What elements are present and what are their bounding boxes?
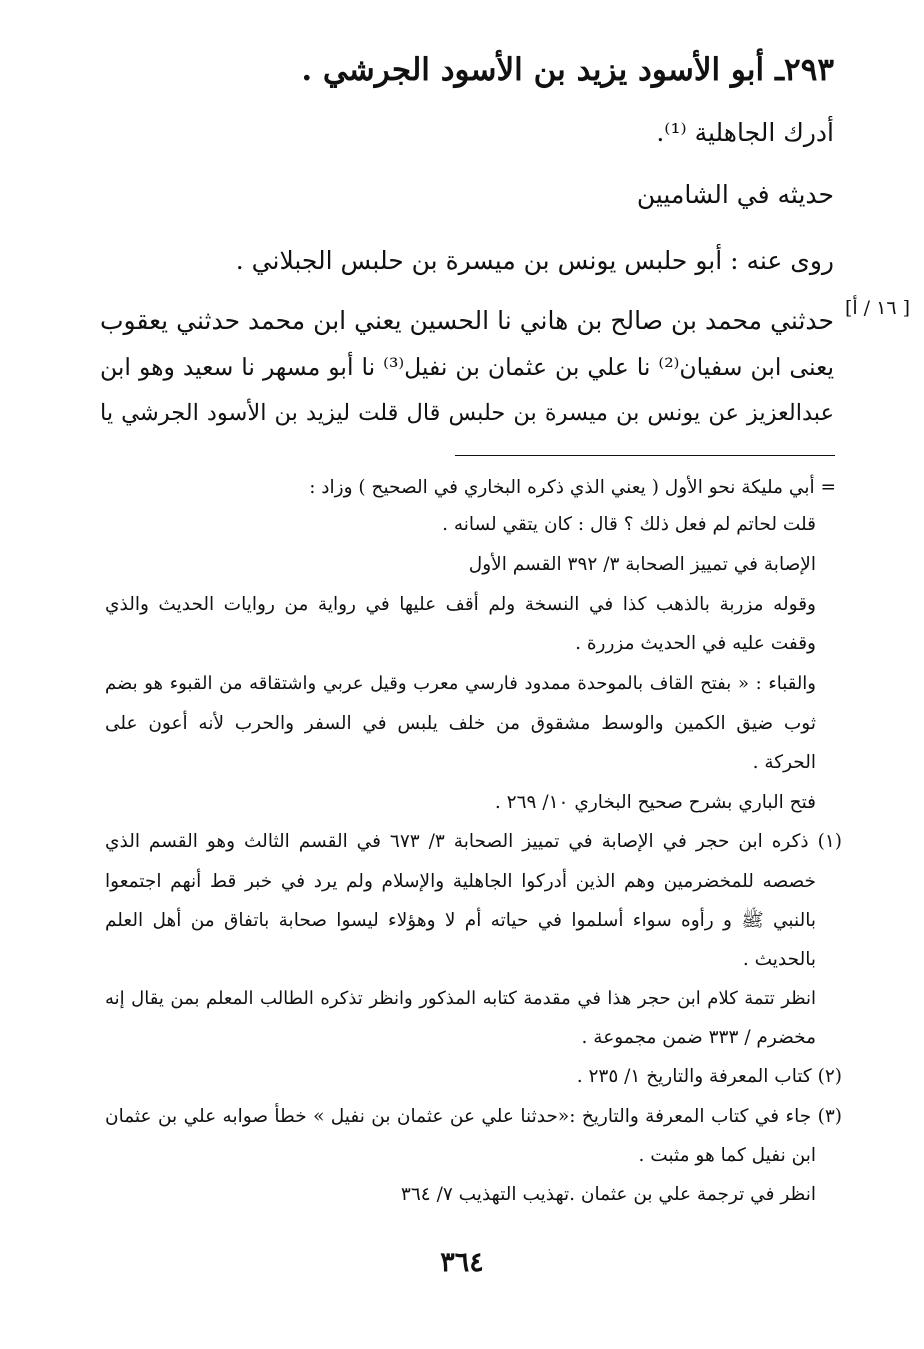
footnote-line: مخضرم / ٣٣٣ ضمن مجموعة . bbox=[581, 1027, 816, 1048]
footnote-line: = أبي مليكة نحو الأول ( يعني الذي ذكره البخاري في الصحيح ) وزاد : bbox=[309, 477, 836, 498]
footnote-line: الإصابة في تمييز الصحابة ٣/ ٣٩٢ القسم الأول bbox=[468, 554, 816, 575]
footnote-line: فتح الباري بشرح صحيح البخاري ١٠/ ٢٦٩ . bbox=[494, 792, 816, 813]
footnote-line: انظر في ترجمة علي بن عثمان .تهذيب التهذيب ٧/ ٣٦٤ bbox=[400, 1184, 816, 1205]
footnote-line: قلت لحاتم لم فعل ذلك ؟ قال : كان يتقي لسانه . bbox=[442, 514, 816, 535]
footnote-2: (٢) كتاب المعرفة والتاريخ ١/ ٢٣٥ . bbox=[576, 1066, 842, 1087]
footnote-line: ابن نفيل كما هو مثبت . bbox=[638, 1145, 816, 1166]
entry-title: ٢٩٣ـ أبو الأسود يزيد بن الأسود الجرشي . bbox=[301, 52, 834, 88]
footnote-line: وقفت عليه في الحديث مزررة . bbox=[575, 633, 816, 654]
paragraph-line: يعنى ابن سفيان⁽²⁾ نا علي بن عثمان بن نفيل⁽³⁾ نا أبو مسهر نا سعيد وهو ابن bbox=[100, 353, 834, 381]
paragraph-line: حدثني محمد بن صالح بن هاني نا الحسين يعني ابن محمد حدثني يعقوب bbox=[100, 306, 834, 335]
footnote-divider bbox=[455, 455, 835, 456]
footnote-line: والقباء : « بفتح القاف بالموحدة ممدود فارسي معرب وقيل عربي واشتقاقه من القبوء هو بضم bbox=[105, 673, 816, 694]
text-line: روى عنه : أبو حلبس يونس بن ميسرة بن حلبس الجبلاني . bbox=[235, 246, 834, 275]
paragraph-line: عبدالعزيز عن يونس بن ميسرة بن حلبس قال قلت ليزيد بن الأسود الجرشي يا bbox=[100, 400, 834, 426]
footnote-line: الحركة . bbox=[752, 752, 816, 773]
footnote-line: بالحديث . bbox=[742, 949, 816, 970]
text-line: حديثه في الشاميين bbox=[636, 180, 834, 209]
footnote-line: بالنبي ﷺ و رأوه سواء أسلموا في حياته أم لا وهؤلاء ليسوا صحابة باتفاق من أهل العلم bbox=[105, 910, 816, 931]
footnote-line: ثوب ضيق الكمين والوسط مشقوق من خلف يلبس في السفر والحرب لأنه أعون على bbox=[105, 713, 816, 734]
footnote-3: (٣) جاء في كتاب المعرفة والتاريخ :«حدثنا علي عن عثمان بن نفيل » خطأ صوابه علي بن عثمان bbox=[105, 1106, 842, 1127]
footnote-line: وقوله مزربة بالذهب كذا في النسخة ولم أقف عليها في رواية من روايات الحديث والذي bbox=[105, 594, 816, 615]
page-number: ٣٦٤ bbox=[440, 1247, 484, 1278]
margin-folio-reference: [ ١٦ / أ] bbox=[844, 297, 910, 319]
footnote-line: خصصه للمخضرمين وهم الذين أدركوا الجاهلية والإسلام ولم يرد في خبر قط أنهم اجتمعوا bbox=[105, 871, 816, 892]
footnote-1: (١) ذكره ابن حجر في الإصابة في تمييز الصحابة ٣/ ٦٧٣ في القسم الثالث وهو القسم الذي bbox=[105, 831, 842, 852]
text-line: أدرك الجاهلية ⁽¹⁾. bbox=[656, 118, 834, 147]
footnote-line: انظر تتمة كلام ابن حجر هذا في مقدمة كتابه المذكور وانظر تذكره الطالب المعلم بمن يقال إنه bbox=[105, 988, 816, 1009]
